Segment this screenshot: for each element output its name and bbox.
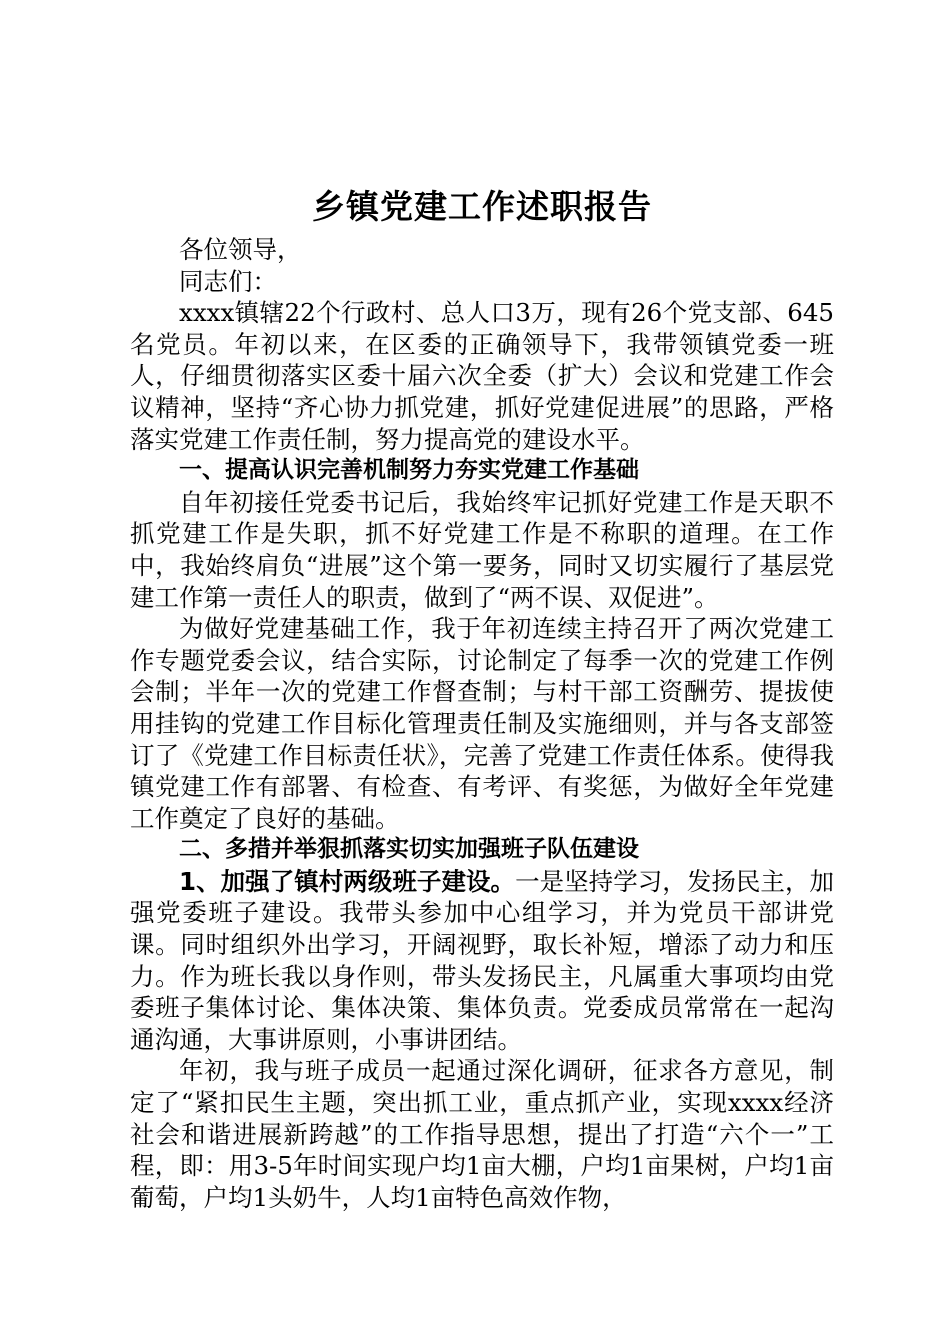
section-1-paragraph-1: 自年初接任党委书记后，我始终牢记抓好党建工作是天职不抓党建工作是失职，抓不好党建工作是不称职的道理。在工作中，我始终肩负“进展”这个第一要务，同时又切实履行了基层党建工作第一责任人的职责，做到了“两不误、双促进”。 xyxy=(130,487,834,612)
section-2-paragraph-2: 年初，我与班子成员一起通过深化调研，征求各方意见，制定了“紧扣民生主题，突出抓工业，重点抓产业，实现xxxx经济社会和谐进展新跨越”的工作指导思想，提出了打造“六个一”工程，即：用3-5年时间实现户均1亩大棚，户均1亩果树，户均1亩葡萄，户均1头奶牛，人均1亩特色高效作物， xyxy=(130,1056,834,1212)
section-1-paragraph-2: 为做好党建基础工作，我于年初连续主持召开了两次党建工作专题党委会议，结合实际，讨论制定了每季一次的党建工作例会制；半年一次的党建工作督查制；与村干部工资酬劳、提拔使用挂钩的党建工作目标化管理责任制及实施细则，并与各支部签订了《党建工作目标责任状》，完善了党建工作责任体系。使得我镇党建工作有部署、有检查、有考评、有奖惩，为做好全年党建工作奠定了良好的基础。 xyxy=(130,614,834,833)
document-title: 乡镇党建工作述职报告 xyxy=(312,187,652,226)
salutation-comrades: 同志们： xyxy=(179,266,277,296)
intro-paragraph: xxxx镇辖22个行政村、总人口3万，现有26个党支部、645名党员。年初以来，在区委的正确领导下，我带领镇党委一班人，仔细贯彻落实区委十届六次全委（扩大）会议和党建工作会议精神，坚持“齐心协力抓党建，抓好党建促进展”的思路，严格落实党建工作责任制，努力提高党的建设水平。 xyxy=(130,298,834,454)
salutation-leaders: 各位领导， xyxy=(179,235,302,264)
document-page xyxy=(130,184,834,1213)
section-2-heading: 二、多措并举狠抓落实切实加强班子队伍建设 xyxy=(179,836,639,863)
section-2-item-1-text: 一是坚持学习，发扬民主，加强党委班子建设。我带头参加中心组学习，并为党员干部讲党课。同时组织外出学习，开阔视野，取长补短，增添了动力和压力。作为班长我以身作则，带头发扬民主，凡属重大事项均由党委班子集体讨论、集体决策、集体负责。党委成员常常在一起沟通沟通，大事讲原则，小事讲团结。 xyxy=(130,866,835,1054)
section-2-item-1 xyxy=(130,866,834,1056)
section-2-item-1-heading: 1、加强了镇村两级班子建设。 xyxy=(179,866,516,896)
section-1-heading: 一、提高认识完善机制努力夯实党建工作基础 xyxy=(179,457,639,484)
